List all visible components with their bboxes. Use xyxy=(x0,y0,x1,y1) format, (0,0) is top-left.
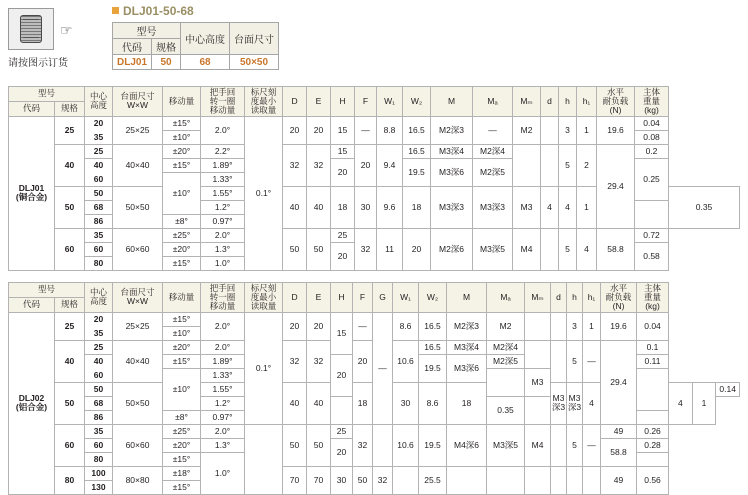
t1-H-60b: 20 xyxy=(331,242,355,270)
t2-Mb-80 xyxy=(525,466,551,494)
t1-ch-r8: 35 xyxy=(85,228,113,242)
t2-size-50: 50×50 xyxy=(113,382,163,424)
t1-col-Mb: Mₘ xyxy=(513,87,541,117)
t1-h1-60: 4 xyxy=(577,228,597,270)
t1-col-F: F xyxy=(355,87,377,117)
t2-perturn-r0: 2.0° xyxy=(201,312,245,340)
order-label-center-height: 中心高度 xyxy=(181,23,230,55)
t2-h1-60: — xyxy=(583,424,601,466)
t1-perturn-r7: 0.97° xyxy=(201,214,245,228)
order-model-title: 型号 xyxy=(113,23,181,39)
t1-col-weight: 主体 重量 (kg) xyxy=(635,87,669,117)
t2-ch-r8: 35 xyxy=(85,424,113,438)
t2-H-60a: 25 xyxy=(331,424,353,438)
t2-d-80 xyxy=(551,466,567,494)
t2-spec-60: 60 xyxy=(55,424,85,466)
t2-ch-r11: 100 xyxy=(85,466,113,480)
t2-ch-r7: 86 xyxy=(85,410,113,424)
t2-col-spec: 规格 xyxy=(55,297,85,312)
t1-load-mid: 29.4 xyxy=(597,144,635,228)
t1-W1-50: 9.6 xyxy=(377,186,403,228)
t1-h1-50: 1 xyxy=(577,186,597,228)
t2-perturn-r4: 1.33° xyxy=(201,368,245,382)
t1-scale: 0.1° xyxy=(245,116,283,270)
t1-d-50: 4 xyxy=(541,186,559,228)
t2-travel-r11: ±18° xyxy=(163,466,201,480)
t2-E-25: 20 xyxy=(307,312,331,340)
t2-col-Ma: Mₐ xyxy=(487,283,525,313)
t1-E-50: 40 xyxy=(307,186,331,228)
t1-perturn-r0: 2.0° xyxy=(201,116,245,144)
t1-M-60: M2深6 xyxy=(431,228,473,270)
t2-travel-r3: ±15° xyxy=(163,354,201,368)
t1-weight-r0: 0.04 xyxy=(635,116,669,130)
t2-M-60: M4深6 xyxy=(447,424,487,466)
t2-travel-r10: ±15° xyxy=(163,452,201,466)
t2-col-F: F xyxy=(353,283,373,313)
t1-perturn-r9: 1.3° xyxy=(201,242,245,256)
t1-size-25: 25×25 xyxy=(113,116,163,144)
order-label-table-size: 台面尺寸 xyxy=(230,23,279,55)
t1-spec-60: 60 xyxy=(55,228,85,270)
t2-travel-r0: ±15° xyxy=(163,312,201,326)
t1-ch-r2: 25 xyxy=(85,144,113,158)
t1-load-60: 58.8 xyxy=(597,228,635,270)
t2-E-40: 32 xyxy=(307,340,331,382)
t1-M-40a: M3深4 xyxy=(431,144,473,158)
t1-h-50: 4 xyxy=(559,186,577,228)
t2-h-50: 4 xyxy=(669,382,693,424)
t2-col-D: D xyxy=(283,283,307,313)
t2-series-code: DLJ02 (铝合金) xyxy=(9,312,55,494)
t1-travel-r1: ±10° xyxy=(163,130,201,144)
t2-load-25: 19.6 xyxy=(601,312,637,340)
t2-D-80: 70 xyxy=(283,466,307,494)
t2-col-travel: 移动量 xyxy=(163,283,201,313)
t2-h-25: 3 xyxy=(567,312,583,340)
t2-Mb-50 xyxy=(331,396,353,424)
t2-col-G: G xyxy=(373,283,393,313)
t2-perturn-r2: 2.0° xyxy=(201,340,245,354)
t2-col-H: H xyxy=(331,283,353,313)
t2-weight-25: 0.04 xyxy=(637,312,669,340)
t1-spec-50: 50 xyxy=(55,186,85,228)
t1-ch-r1: 35 xyxy=(85,130,113,144)
t2-h-60: 5 xyxy=(567,424,583,466)
t1-d-60 xyxy=(541,228,559,270)
t1-col-E: E xyxy=(307,87,331,117)
t1-travel-r0: ±15° xyxy=(163,116,201,130)
t2-size-40: 40×40 xyxy=(113,340,163,382)
t1-D-60: 50 xyxy=(283,228,307,270)
t2-W1-25: 8.6 xyxy=(393,312,419,340)
t2-travel-r4: ±10° xyxy=(163,368,201,410)
t2-d-50: 4 xyxy=(583,382,601,424)
t1-weight-50: 0.35 xyxy=(669,186,740,228)
t1-spec-25: 25 xyxy=(55,116,85,144)
t1-ch-r9: 60 xyxy=(85,242,113,256)
order-note: 请按图示订货 xyxy=(8,58,68,69)
t1-H-40b: 20 xyxy=(331,158,355,186)
t2-Ma-50: M3深3 xyxy=(567,382,583,424)
t2-W2-60: 19.5 xyxy=(419,424,447,466)
t2-col-model: 型号 xyxy=(9,283,85,298)
t2-col-load: 水平 耐负载 (N) xyxy=(601,283,637,313)
pointing-hand-icon: ☞ xyxy=(60,22,73,38)
t2-ch-r4: 60 xyxy=(85,368,113,382)
t2-scale: 0.1° xyxy=(245,312,283,424)
t2-d-60 xyxy=(551,424,567,466)
t2-col-h: h xyxy=(567,283,583,313)
t1-size-60: 60×60 xyxy=(113,228,163,270)
t1-ch-r3: 40 xyxy=(85,158,113,172)
t2-weight-r10 xyxy=(637,452,669,466)
t2-weight-r2: 0.1 xyxy=(637,340,669,354)
t1-Mb-40 xyxy=(513,144,541,186)
t1-col-load: 水平 耐负载 (N) xyxy=(597,87,635,117)
t2-E-60: 50 xyxy=(307,424,331,466)
t2-col-weight: 主体 重量 (kg) xyxy=(637,283,669,313)
t2-Ma-80 xyxy=(487,466,525,494)
t2-weight-80: 0.56 xyxy=(637,466,669,494)
order-label-code: 代码 xyxy=(113,39,152,55)
t2-travel-r8: ±25° xyxy=(163,424,201,438)
t2-col-h1: h₁ xyxy=(583,283,601,313)
t1-col-h: h xyxy=(559,87,577,117)
t1-travel-r8: ±25° xyxy=(163,228,201,242)
t1-d-25 xyxy=(541,116,559,144)
t2-size-80: 80×80 xyxy=(113,466,163,494)
t1-W1-60: 11 xyxy=(377,228,403,270)
t2-W1-60: 10.6 xyxy=(393,424,419,466)
t2-F-80: 50 xyxy=(353,466,373,494)
t1-D-25: 20 xyxy=(283,116,307,144)
t2-col-table-size: 台面尺寸 W×W xyxy=(113,283,163,313)
t1-E-60: 50 xyxy=(307,228,331,270)
t2-load-mid: 29.4 xyxy=(601,340,637,424)
t2-col-per-turn: 把手回 转一圈 移动量 xyxy=(201,283,245,313)
t1-Mb-60: M4 xyxy=(513,228,541,270)
t2-W2-80: 25.5 xyxy=(419,466,447,494)
t2-perturn-r8: 2.0° xyxy=(201,424,245,438)
t2-E-80: 70 xyxy=(307,466,331,494)
t2-Mb-25 xyxy=(525,312,551,340)
t1-travel-r7: ±8° xyxy=(163,214,201,228)
t2-F-60: 32 xyxy=(353,424,373,466)
t2-perturn-r10: 1.0° xyxy=(201,452,245,494)
t2-d-25 xyxy=(551,312,567,340)
t2-D-60: 50 xyxy=(283,424,307,466)
t2-size-25: 25×25 xyxy=(113,312,163,340)
t1-col-M: M xyxy=(431,87,473,117)
t2-H-80: 30 xyxy=(331,466,353,494)
t2-col-code: 代码 xyxy=(9,297,55,312)
spec-table-dlj02 xyxy=(8,282,740,495)
t1-weight-r2: 0.2 xyxy=(635,144,669,158)
t2-col-scale: 标尺刻 度最小 读取量 xyxy=(245,283,283,313)
t2-weight-r9: 0.28 xyxy=(637,438,669,452)
t2-spec-40: 40 xyxy=(55,340,85,382)
order-label-spec: 规格 xyxy=(152,39,181,55)
t2-H-50: 18 xyxy=(353,382,373,424)
t2-W2-50: 18 xyxy=(447,382,487,424)
t1-col-Ma: Mₐ xyxy=(473,87,513,117)
t1-size-40: 40×40 xyxy=(113,144,163,186)
t1-perturn-r6: 1.2° xyxy=(201,200,245,214)
t2-col-W2: W₂ xyxy=(419,283,447,313)
t1-weight-r9: 0.58 xyxy=(635,242,669,270)
t1-h-40: 5 xyxy=(559,144,577,186)
t1-W2-50: 18 xyxy=(403,186,431,228)
order-value-center-height: 68 xyxy=(181,55,230,70)
t2-ch-r2: 25 xyxy=(85,340,113,354)
t1-ch-r10: 80 xyxy=(85,256,113,270)
t2-D-25: 20 xyxy=(283,312,307,340)
t1-col-code: 代码 xyxy=(9,101,55,116)
t1-load-25: 19.6 xyxy=(597,116,635,144)
t2-weight-r3: 0.11 xyxy=(637,354,669,368)
t2-travel-r2: ±20° xyxy=(163,340,201,354)
t2-W1-80 xyxy=(393,466,419,494)
t1-perturn-r5: 1.55° xyxy=(201,186,245,200)
t2-h1-25: 1 xyxy=(583,312,601,340)
spec-table-dlj01 xyxy=(8,86,740,271)
t2-perturn-r9: 1.3° xyxy=(201,438,245,452)
t1-col-h1: h₁ xyxy=(577,87,597,117)
t2-ch-r1: 35 xyxy=(85,326,113,340)
t1-E-40: 32 xyxy=(307,144,331,186)
order-value-spec: 50 xyxy=(152,55,181,70)
t1-H-50: 18 xyxy=(331,186,355,228)
t1-h1-40: 2 xyxy=(577,144,597,186)
t1-travel-r4: ±10° xyxy=(163,172,201,214)
t2-perturn-r7: 0.97° xyxy=(201,410,245,424)
t1-col-D: D xyxy=(283,87,307,117)
t2-size-60: 60×60 xyxy=(113,424,163,466)
t2-Mb-60: M4 xyxy=(525,424,551,466)
t1-W2-25: 16.5 xyxy=(403,116,431,144)
t1-perturn-r3: 1.89° xyxy=(201,158,245,172)
t1-spec-40: 40 xyxy=(55,144,85,186)
t2-h1-50: 1 xyxy=(692,382,716,424)
t1-col-table-size: 台面尺寸 W×W xyxy=(113,87,163,117)
t1-M-25: M2深3 xyxy=(431,116,473,144)
t1-travel-r9: ±20° xyxy=(163,242,201,256)
t2-F-50: 30 xyxy=(393,382,419,424)
t2-ch-r6: 68 xyxy=(85,396,113,410)
t1-col-center-height: 中心 高度 xyxy=(85,87,113,117)
t2-H-40b: 20 xyxy=(331,354,353,396)
t2-Mb-40c: M3 xyxy=(525,368,551,396)
t1-F-60: 32 xyxy=(355,228,377,270)
t2-travel-r1: ±10° xyxy=(163,326,201,340)
t2-W1-40: 10.6 xyxy=(393,340,419,382)
t2-weight-r8: 0.26 xyxy=(637,424,669,438)
t1-perturn-r10: 1.0° xyxy=(201,256,245,270)
t1-h-25: 3 xyxy=(559,116,577,144)
t1-weight-r8: 0.72 xyxy=(635,228,669,242)
t2-weight-r5: 0.14 xyxy=(716,382,740,396)
t2-Ma-60: M3深5 xyxy=(487,424,525,466)
t1-M-50: M3深3 xyxy=(431,186,473,228)
bullet-square-icon xyxy=(112,7,119,14)
product-photo xyxy=(8,8,54,50)
t1-weight-r1: 0.08 xyxy=(635,130,669,144)
t1-perturn-r4: 1.33° xyxy=(201,172,245,186)
rotary-stage-icon xyxy=(20,15,42,43)
part-number xyxy=(112,4,194,18)
t2-M-80 xyxy=(447,466,487,494)
t1-weight-r3: 0.25 xyxy=(635,158,669,200)
t1-ch-r0: 20 xyxy=(85,116,113,130)
t2-ch-r5: 50 xyxy=(85,382,113,396)
t1-Mb-50: M3 xyxy=(513,186,541,228)
t1-travel-r3: ±15° xyxy=(163,158,201,172)
t2-Ma-40a: M2深4 xyxy=(487,340,525,354)
t2-weight-r6: 0.35 xyxy=(487,396,525,424)
t2-H-25: 15 xyxy=(331,312,353,354)
t1-perturn-r8: 2.0° xyxy=(201,228,245,242)
t1-D-40: 32 xyxy=(283,144,307,186)
t2-d-40 xyxy=(551,340,567,382)
t2-perturn-r3: 1.89° xyxy=(201,354,245,368)
t1-col-spec: 规格 xyxy=(55,101,85,116)
t2-perturn-r6: 1.2° xyxy=(201,396,245,410)
t1-Mb-25: M2 xyxy=(513,116,541,144)
t1-h1-25: 1 xyxy=(577,116,597,144)
t2-col-center-height: 中心 高度 xyxy=(85,283,113,313)
t2-Ma-40b: M2深5 xyxy=(487,354,525,368)
t2-ch-r10: 80 xyxy=(85,452,113,466)
t1-E-25: 20 xyxy=(307,116,331,144)
t2-col-E: E xyxy=(307,283,331,313)
t2-Ma-40c xyxy=(487,368,525,396)
t2-ch-r3: 40 xyxy=(85,354,113,368)
t1-H-25: 15 xyxy=(331,116,355,144)
t1-col-travel: 移动量 xyxy=(163,87,201,117)
t2-col-Mb: Mₘ xyxy=(525,283,551,313)
t1-col-scale: 标尺刻 度最小 读取量 xyxy=(245,87,283,117)
t2-perturn-r5: 1.55° xyxy=(201,382,245,396)
t2-F-40: 20 xyxy=(353,340,373,382)
t1-travel-r10: ±15° xyxy=(163,256,201,270)
t1-size-50: 50×50 xyxy=(113,186,163,228)
t1-F-50: 30 xyxy=(355,186,377,228)
t1-travel-r2: ±20° xyxy=(163,144,201,158)
t1-perturn-r2: 2.2° xyxy=(201,144,245,158)
order-value-code: DLJ01 xyxy=(113,55,152,70)
t1-ch-r6: 68 xyxy=(85,200,113,214)
t2-G-80: 32 xyxy=(373,466,393,494)
t1-W2-40a: 16.5 xyxy=(403,144,431,158)
t2-W2-40a: 16.5 xyxy=(419,340,447,354)
t2-h1-80 xyxy=(583,466,601,494)
t2-ch-r9: 60 xyxy=(85,438,113,452)
t2-G-top: — xyxy=(373,312,393,424)
t2-weight-r4 xyxy=(637,368,669,410)
t1-H-60a: 25 xyxy=(331,228,355,242)
t1-ch-r5: 50 xyxy=(85,186,113,200)
t2-H-60b: 20 xyxy=(331,438,353,466)
t1-Ma-40a: M2深4 xyxy=(473,144,513,158)
t1-col-d: d xyxy=(541,87,559,117)
t2-load-r9: 58.8 xyxy=(601,438,637,466)
t2-h1-40: — xyxy=(583,340,601,382)
t1-W2-40b: 19.5 xyxy=(403,158,431,186)
t1-D-50: 40 xyxy=(283,186,307,228)
t1-W1-25: 8.8 xyxy=(377,116,403,144)
t1-col-H: H xyxy=(331,87,355,117)
t2-M-40a: M3深4 xyxy=(447,340,487,354)
t1-Ma-60: M3深5 xyxy=(473,228,513,270)
t2-M-25: M2深3 xyxy=(447,312,487,340)
t1-Ma-40b: M2深5 xyxy=(473,158,513,186)
t2-travel-r7: ±8° xyxy=(163,410,201,424)
t1-series-code: DLJ01 (铜合金) xyxy=(9,116,55,270)
t2-col-W1: W₁ xyxy=(393,283,419,313)
t2-load-r8: 49 xyxy=(601,424,637,438)
t1-d-40 xyxy=(541,144,559,186)
t1-h-60: 5 xyxy=(559,228,577,270)
t2-M-50: M3深3 xyxy=(551,382,567,424)
t2-W2-25: 16.5 xyxy=(419,312,447,340)
t1-W1-40: 9.4 xyxy=(377,144,403,186)
t1-H-40a: 15 xyxy=(331,144,355,158)
t2-spec-25: 25 xyxy=(55,312,85,340)
t2-spec-80: 80 xyxy=(55,466,85,494)
t1-M-40b: M3深6 xyxy=(431,158,473,186)
t2-col-d: d xyxy=(551,283,567,313)
order-value-table-size: 50×50 xyxy=(230,55,279,70)
t1-F-40: 20 xyxy=(355,144,377,186)
t1-col-W1: W₁ xyxy=(377,87,403,117)
t2-ch-r12: 130 xyxy=(85,480,113,494)
t2-M-40b: M3深6 xyxy=(447,354,487,382)
t2-Ma-25: M2 xyxy=(487,312,525,340)
t2-h-80 xyxy=(567,466,583,494)
t2-D-40: 32 xyxy=(283,340,307,382)
t1-Ma-50: M3深3 xyxy=(473,186,513,228)
order-code-table xyxy=(112,22,279,70)
t2-D-50: 40 xyxy=(283,382,307,424)
t2-ch-r0: 20 xyxy=(85,312,113,326)
t2-spec-50: 50 xyxy=(55,382,85,424)
t2-scale-bottom xyxy=(245,424,283,494)
t1-ch-r4: 60 xyxy=(85,172,113,186)
t2-F-25: — xyxy=(353,312,373,340)
t1-col-model: 型号 xyxy=(9,87,85,102)
t2-Mb-40a xyxy=(525,340,551,368)
part-number-text: DLJ01-50-68 xyxy=(123,4,194,18)
t2-travel-r12: ±15° xyxy=(163,480,201,494)
t1-W2-60: 20 xyxy=(403,228,431,270)
t2-E-50: 40 xyxy=(307,382,331,424)
t1-Ma-25: — xyxy=(473,116,513,144)
t2-travel-r9: ±20° xyxy=(163,438,201,452)
t2-col-M: M xyxy=(447,283,487,313)
t2-h-40: 5 xyxy=(567,340,583,382)
t2-G-60 xyxy=(373,424,393,466)
t1-F-25: — xyxy=(355,116,377,144)
t1-ch-r7: 86 xyxy=(85,214,113,228)
t2-W2-40b: 19.5 xyxy=(419,354,447,382)
t2-load-80: 49 xyxy=(601,466,637,494)
t1-col-per-turn: 把手回 转一圈 移动量 xyxy=(201,87,245,117)
t2-W1-50: 8.6 xyxy=(419,382,447,424)
t1-col-W2: W₂ xyxy=(403,87,431,117)
